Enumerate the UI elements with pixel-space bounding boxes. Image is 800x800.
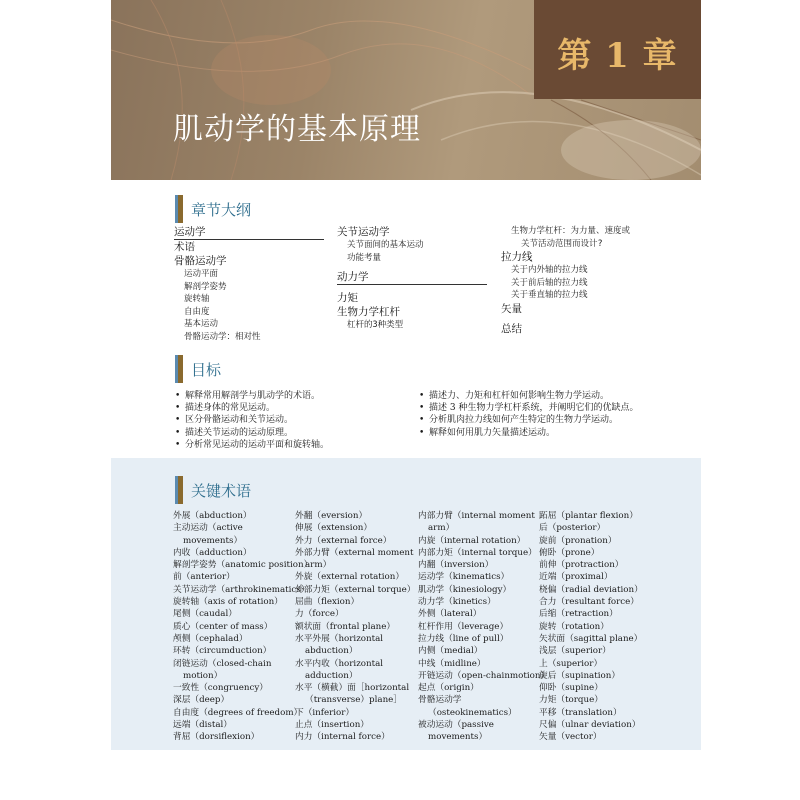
key-term: 俯卧（prone） (539, 547, 600, 558)
key-term: 止点（insertion） (295, 720, 369, 731)
objective-item: • 分析肌肉拉力线如何产生特定的生物力学运动。 (419, 414, 638, 426)
outline-heading-item: 拉力线 (501, 251, 533, 263)
objective-item: • 分析常见运动的运动平面和旋转轴。 (175, 439, 329, 451)
key-term: 旋前（pronation） (539, 535, 617, 546)
key-term: 内旋（internal rotation） (418, 535, 526, 546)
outline-heading-item: 运动学 (174, 225, 324, 240)
key-terms-column-1 (173, 510, 312, 744)
key-term: 一致性（congruency） (173, 683, 268, 694)
outline-sub-item: 关于垂直轴的拉力线 (511, 290, 588, 300)
key-term: 旋转轴（axis of rotation） (173, 597, 283, 608)
key-terms-column-4 (539, 510, 643, 744)
key-term: 起点（origin） (418, 683, 479, 694)
key-term: 背屈（dorsiflexion） (173, 732, 260, 743)
key-term: 肌动学（kinesiology） (418, 584, 512, 595)
heading-bar (175, 195, 183, 223)
outline-sub-item: 关节活动范围而设计? (521, 238, 603, 249)
key-term: arm） (428, 523, 455, 534)
key-term: 水平外展（horizontal (295, 633, 384, 644)
chapter-banner (111, 0, 701, 180)
key-term: 仰卧（supine） (539, 683, 603, 694)
key-term: 远端（distal） (173, 720, 232, 731)
objective-item: • 描述身体的常见运动。 (175, 402, 329, 414)
key-term: （transverse）plane］ (305, 695, 402, 706)
key-term: 主动运动（active (173, 523, 243, 534)
outline-sub-item: 关于前后轴的拉力线 (511, 277, 588, 288)
key-term: 质心（center of mass） (173, 621, 273, 632)
objective-item: • 描述力、力矩和杠杆如何影响生物力学运动。 (419, 390, 638, 402)
key-term: 伸展（extension） (295, 523, 373, 534)
key-term: 下（inferior） (295, 707, 355, 718)
outline-heading-item: 骨骼运动学 (174, 255, 227, 267)
key-term: 内收（adduction） (173, 547, 252, 558)
chapter-label: 第 1 章 (557, 36, 678, 76)
key-term: abduction） (305, 646, 358, 657)
outline-heading: 章节大纲 (175, 195, 251, 223)
outline-sub-item: 生物力学杠杆：为力量、速度或 (511, 226, 631, 236)
key-term: 内翻（inversion） (418, 560, 494, 571)
outline-sub-item: 关于内外轴的拉力线 (511, 265, 588, 275)
key-term: 上（superior） (539, 658, 603, 669)
outline-heading-item: 矢量 (501, 302, 522, 315)
key-terms-column-2 (295, 510, 415, 744)
key-term: 后（posterior） (539, 523, 606, 534)
outline-sub-item: 基本运动 (184, 319, 219, 329)
objectives-left (175, 390, 329, 451)
key-term: 内部力臂（internal moment (418, 511, 535, 521)
chapter-title: 肌动学的基本原理 (173, 112, 421, 147)
key-term: 前伸（protraction） (539, 560, 624, 571)
outline-sub-item: 自由度 (184, 306, 210, 317)
key-term: 额状面（frontal plane） (295, 621, 396, 632)
key-term: 屈曲（flexion） (295, 597, 360, 608)
objective-item: • 描述 3 种生物力学杠杆系统，并阐明它们的优缺点。 (419, 402, 638, 414)
outline-heading-item: 总结 (501, 322, 522, 335)
key-term: 外部力矩（external torque） (295, 584, 416, 595)
key-term: 骨骼运动学 (418, 695, 462, 706)
outline-sub-item: 关节面间的基本运动 (347, 240, 424, 250)
key-term: 外侧（lateral） (418, 609, 482, 620)
outline-heading-item: 力矩 (337, 292, 358, 304)
key-term: 矢状面（sagittal plane） (539, 633, 643, 644)
key-term: motion） (183, 670, 223, 681)
objective-item: • 区分骨骼运动和关节运动。 (175, 414, 329, 426)
key-term: 旋后（supination） (539, 670, 621, 681)
key-term: 后缩（retraction） (539, 609, 618, 620)
key-term: 平移（translation） (539, 707, 622, 718)
key-term: 水平（横截）面［horizontal (295, 683, 410, 694)
outline-column-1 (174, 225, 324, 343)
key-term: movements） (428, 732, 488, 743)
key-term: 中线（midline） (418, 658, 486, 669)
book-page (111, 0, 701, 800)
outline-sub-item: 杠杆的3种类型 (347, 320, 404, 330)
chapter-number-box (534, 0, 701, 99)
outline-sub-item: 解剖学姿势 (184, 281, 227, 292)
key-term: 内部力矩（internal torque） (418, 547, 537, 558)
key-term: 被动运动（passive (418, 720, 494, 731)
key-term: 近端（proximal） (539, 572, 613, 583)
key-term: 环转（circumduction） (173, 646, 272, 657)
key-term: 矢量（vector） (539, 732, 602, 743)
key-term: 力（force） (295, 609, 344, 620)
outline-sub-item: 骨骼运动学：相对性 (184, 331, 261, 342)
key-term: 运动学（kinematics） (418, 572, 510, 583)
outline-heading-item: 术语 (174, 241, 195, 253)
key-term: adduction） (305, 670, 358, 681)
key-term: 拉力线（line of pull） (418, 633, 509, 644)
key-term: 动力学（kinetics） (418, 597, 496, 608)
key-term: 内力（internal force） (295, 732, 390, 743)
key-term: arm） (305, 560, 332, 571)
outline-heading-item: 动力学 (337, 270, 487, 285)
key-term: 关节运动学（arthrokinematics） (173, 584, 310, 595)
outline-sub-item: 功能考量 (347, 252, 382, 263)
key-term: 浅层（superior） (539, 646, 611, 657)
heading-bar (175, 355, 183, 383)
key-term: 解剖学姿势（anatomic position） (173, 560, 313, 571)
key-term: movements） (183, 535, 243, 546)
key-term: 尺偏（ulnar deviation） (539, 720, 641, 731)
key-term: 尾侧（caudal） (173, 609, 237, 620)
outline-column-3 (501, 225, 691, 336)
key-term: 颅侧（cephalad） (173, 633, 248, 644)
heading-bar (175, 476, 183, 504)
objectives-right (419, 390, 638, 439)
key-term: 外力（external force） (295, 535, 392, 546)
key-term: 外旋（external rotation） (295, 572, 405, 583)
key-term: 力矩（torque） (539, 695, 603, 706)
key-term: 桡偏（radial deviation） (539, 584, 643, 595)
objective-item: • 解释如何用肌力矢量描述运动。 (419, 427, 638, 439)
outline-sub-item: 旋转轴 (184, 294, 210, 304)
key-term: 自由度（degrees of freedom） (173, 707, 303, 718)
key-terms-column-3 (418, 510, 549, 744)
outline-sub-item: 运动平面 (184, 269, 219, 279)
key-term: （osteokinematics） (428, 707, 517, 718)
key-term: 杠杆作用（leverage） (418, 621, 509, 632)
outline-heading-item: 关节运动学 (337, 226, 390, 238)
objectives-heading: 目标 (175, 355, 221, 383)
key-term: 闭链运动（closed-chain (173, 658, 272, 669)
outline-heading-item: 生物力学杠杆 (337, 306, 400, 318)
outline-column-2 (337, 225, 487, 332)
key-term: 外展（abduction） (173, 511, 252, 521)
key-term: 旋转（rotation） (539, 621, 609, 632)
key-term: 跖屈（plantar flexion） (539, 511, 638, 521)
key-term: 合力（resultant force） (539, 597, 639, 608)
key-term: 外部力臂（external moment (295, 547, 414, 558)
key-term: 外翻（eversion） (295, 511, 368, 521)
key-term: 开链运动（open-chainmotion） (418, 670, 550, 681)
objective-item: • 解释常用解剖学与肌动学的术语。 (175, 390, 329, 402)
key-term: 前（anterior） (173, 572, 235, 583)
key-term: 水平内收（horizontal (295, 658, 384, 669)
key-term: 深层（deep） (173, 695, 230, 706)
key-terms-heading: 关键术语 (175, 476, 251, 504)
key-term: 内侧（medial） (418, 646, 483, 657)
objective-item: • 描述关节运动的运动原理。 (175, 427, 329, 439)
